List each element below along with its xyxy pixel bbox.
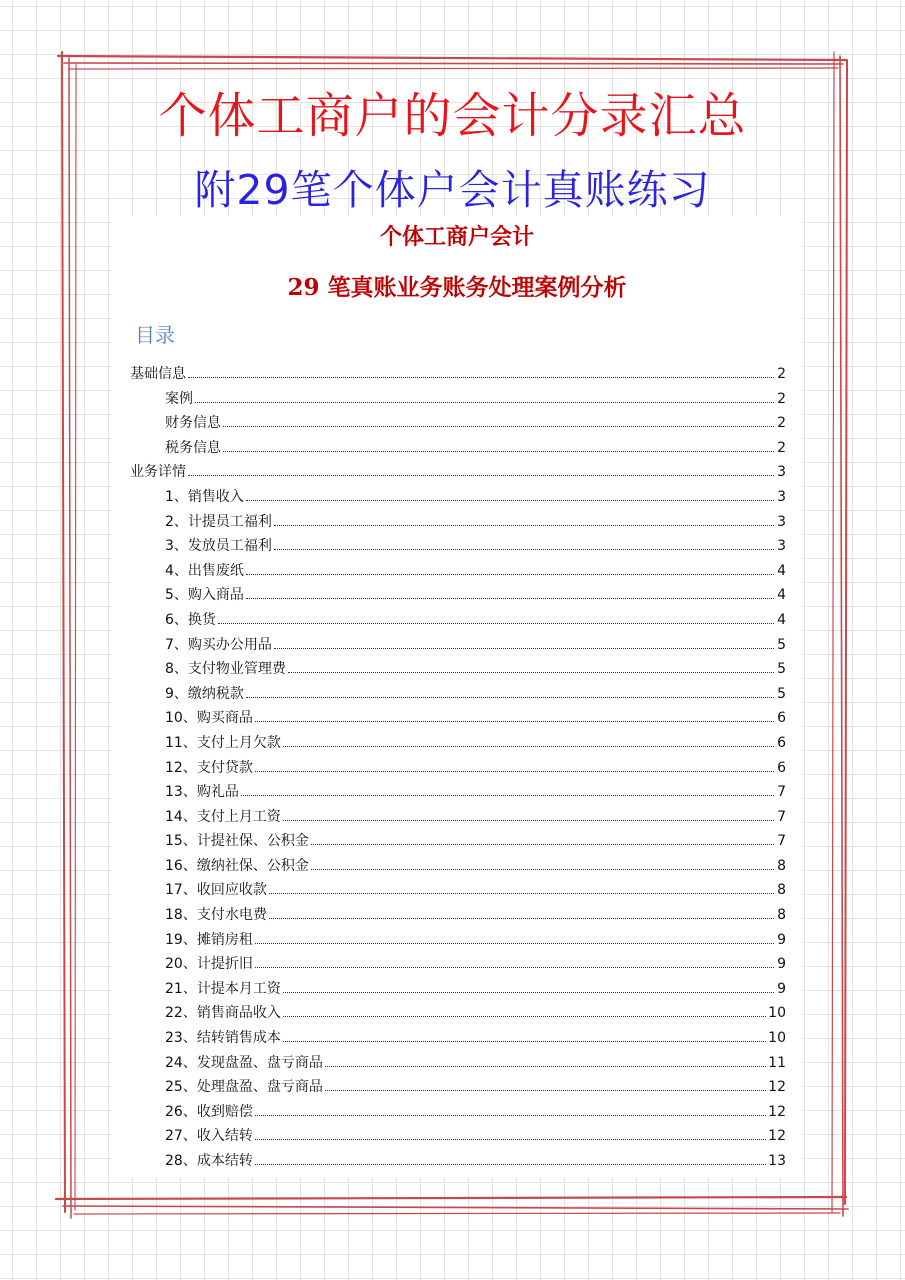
toc-dot-leader bbox=[218, 622, 774, 624]
toc-dot-leader bbox=[311, 843, 774, 845]
toc-page-number: 6 bbox=[777, 710, 786, 727]
toc-entry[interactable] bbox=[130, 462, 786, 487]
toc-page-number: 6 bbox=[777, 759, 786, 776]
toc-entry[interactable] bbox=[130, 438, 786, 463]
toc-page-number: 7 bbox=[777, 833, 786, 850]
toc-entry[interactable] bbox=[130, 389, 786, 414]
toc-dot-leader bbox=[255, 720, 774, 722]
toc-entry-label: 21、计提本月工资 bbox=[165, 980, 281, 997]
toc-page-number: 12 bbox=[768, 1103, 786, 1120]
toc-dot-leader bbox=[274, 548, 774, 550]
toc-page-number: 9 bbox=[777, 980, 786, 997]
toc-entry-label: 10、购买商品 bbox=[165, 710, 253, 727]
toc-entry[interactable] bbox=[130, 807, 786, 832]
toc-dot-leader bbox=[325, 1065, 766, 1067]
toc-dot-leader bbox=[283, 819, 774, 821]
toc-page-number: 4 bbox=[777, 611, 786, 628]
toc-page-number: 4 bbox=[777, 587, 786, 604]
toc-entry[interactable] bbox=[130, 979, 786, 1004]
toc-entry-label: 3、发放员工福利 bbox=[165, 538, 272, 555]
toc-heading: 目录 bbox=[135, 323, 175, 347]
toc-page-number: 12 bbox=[768, 1128, 786, 1145]
toc-page-number: 8 bbox=[777, 857, 786, 874]
toc-dot-leader bbox=[288, 671, 774, 673]
toc-entry-label: 24、发现盘盈、盘亏商品 bbox=[165, 1054, 323, 1071]
toc-entry-label: 5、购入商品 bbox=[165, 587, 244, 604]
toc-entry[interactable] bbox=[130, 1053, 786, 1078]
toc-entry-label: 23、结转销售成本 bbox=[165, 1030, 281, 1047]
toc-entry-label: 11、支付上月欠款 bbox=[165, 734, 281, 751]
toc-entry[interactable] bbox=[130, 413, 786, 438]
toc-page-number: 5 bbox=[777, 636, 786, 653]
toc-entry[interactable] bbox=[130, 708, 786, 733]
toc-entry[interactable] bbox=[130, 1003, 786, 1028]
toc-entry[interactable] bbox=[130, 610, 786, 635]
toc-dot-leader bbox=[283, 1015, 766, 1017]
toc-entry-label: 9、缴纳税款 bbox=[165, 685, 244, 702]
toc-entry[interactable] bbox=[130, 1077, 786, 1102]
toc-page-number: 2 bbox=[777, 415, 786, 432]
toc-page-number: 9 bbox=[777, 956, 786, 973]
toc-entry[interactable] bbox=[130, 1102, 786, 1127]
toc-dot-leader bbox=[255, 1138, 766, 1140]
toc-page-number: 7 bbox=[777, 808, 786, 825]
toc-entry[interactable] bbox=[130, 856, 786, 881]
toc-dot-leader bbox=[195, 401, 774, 403]
toc-page-number: 5 bbox=[777, 685, 786, 702]
toc-entry[interactable] bbox=[130, 635, 786, 660]
toc-entry[interactable] bbox=[130, 1028, 786, 1053]
toc-dot-leader bbox=[255, 770, 774, 772]
toc-entry[interactable] bbox=[130, 487, 786, 512]
toc-page-number: 5 bbox=[777, 661, 786, 678]
toc-dot-leader bbox=[255, 966, 774, 968]
toc-dot-leader bbox=[325, 1089, 766, 1091]
toc-page-number: 2 bbox=[777, 439, 786, 456]
document-subtitle: 29 笔真账业务账务处理案例分析 bbox=[287, 274, 627, 301]
toc-entry[interactable] bbox=[130, 905, 786, 930]
toc-page-number: 8 bbox=[777, 882, 786, 899]
document-title: 个体工商户会计 bbox=[379, 224, 534, 250]
toc-page-number: 3 bbox=[777, 488, 786, 505]
toc-dot-leader bbox=[188, 474, 774, 476]
toc-entry-label: 26、收到赔偿 bbox=[165, 1103, 253, 1120]
toc-entry-label: 15、计提社保、公积金 bbox=[165, 833, 309, 850]
toc-page-number: 6 bbox=[777, 734, 786, 751]
toc-entry[interactable] bbox=[130, 880, 786, 905]
toc-dot-leader bbox=[241, 794, 774, 796]
toc-dot-leader bbox=[274, 647, 774, 649]
toc-page-number: 2 bbox=[777, 390, 786, 407]
toc-page-number: 10 bbox=[768, 1005, 786, 1022]
toc-page-number: 12 bbox=[768, 1079, 786, 1096]
toc-dot-leader bbox=[223, 425, 774, 427]
toc-dot-leader bbox=[246, 573, 774, 575]
toc-page-number: 9 bbox=[777, 931, 786, 948]
toc-entry[interactable] bbox=[130, 561, 786, 586]
toc-dot-leader bbox=[255, 1114, 766, 1116]
toc-page-number: 4 bbox=[777, 562, 786, 579]
toc-entry[interactable] bbox=[130, 758, 786, 783]
toc-entry-label: 14、支付上月工资 bbox=[165, 808, 281, 825]
toc-entry[interactable] bbox=[130, 364, 786, 389]
toc-entry[interactable] bbox=[130, 512, 786, 537]
toc-entry-label: 17、收回应收款 bbox=[165, 882, 267, 899]
toc-entry[interactable] bbox=[130, 954, 786, 979]
toc-entry[interactable] bbox=[130, 733, 786, 758]
toc-entry-label: 12、支付贷款 bbox=[165, 759, 253, 776]
toc-entry-label: 13、购礼品 bbox=[165, 784, 239, 801]
toc-entry[interactable] bbox=[130, 585, 786, 610]
toc-page-number: 3 bbox=[777, 464, 786, 481]
toc-entry-label: 7、购买办公用品 bbox=[165, 636, 272, 653]
toc-entry[interactable] bbox=[130, 536, 786, 561]
cover-subtitle: 附29笔个体户会计真账练习 bbox=[194, 166, 711, 214]
toc-entry-label: 20、计提折旧 bbox=[165, 956, 253, 973]
toc-entry-label: 财务信息 bbox=[165, 415, 221, 432]
toc-dot-leader bbox=[246, 696, 774, 698]
toc-page-number: 8 bbox=[777, 907, 786, 924]
toc-entry-label: 6、换货 bbox=[165, 611, 216, 628]
toc-entry[interactable] bbox=[130, 659, 786, 684]
toc-dot-leader bbox=[255, 942, 774, 944]
toc-entry-label: 1、销售收入 bbox=[165, 488, 244, 505]
toc-entry[interactable] bbox=[130, 1126, 786, 1151]
toc-dot-leader bbox=[283, 1040, 766, 1042]
toc-entry-label: 16、缴纳社保、公积金 bbox=[165, 857, 309, 874]
toc-dot-leader bbox=[269, 892, 774, 894]
toc-entry-label: 案例 bbox=[165, 390, 193, 407]
toc-entry[interactable] bbox=[130, 782, 786, 807]
toc-page-number: 10 bbox=[768, 1030, 786, 1047]
toc-entry-label: 8、支付物业管理费 bbox=[165, 661, 286, 678]
toc-page-number: 7 bbox=[777, 784, 786, 801]
toc-page-number: 2 bbox=[777, 366, 786, 382]
cover-title: 个体工商户的会计分录汇总 bbox=[158, 88, 747, 144]
toc-dot-leader bbox=[311, 868, 774, 870]
toc-entry-label: 19、摊销房租 bbox=[165, 931, 253, 948]
toc-dot-leader bbox=[269, 917, 774, 919]
toc-entry-label: 基础信息 bbox=[130, 366, 186, 382]
toc-dot-leader bbox=[283, 745, 774, 747]
toc-entry[interactable] bbox=[130, 831, 786, 856]
toc-entry-label: 18、支付水电费 bbox=[165, 907, 267, 924]
toc-entry-label: 28、成本结转 bbox=[165, 1153, 253, 1169]
toc-dot-leader bbox=[246, 499, 774, 501]
table-of-contents bbox=[130, 364, 786, 1176]
toc-dot-leader bbox=[188, 376, 774, 378]
toc-dot-leader bbox=[246, 597, 774, 599]
toc-entry[interactable] bbox=[130, 1151, 786, 1176]
toc-entry-label: 4、出售废纸 bbox=[165, 562, 244, 579]
toc-page-number: 13 bbox=[768, 1153, 786, 1169]
toc-entry-label: 27、收入结转 bbox=[165, 1128, 253, 1145]
toc-page-number: 11 bbox=[768, 1054, 786, 1071]
toc-entry-label: 业务详情 bbox=[130, 464, 186, 481]
document-page bbox=[112, 216, 802, 1178]
toc-entry-label: 22、销售商品收入 bbox=[165, 1005, 281, 1022]
toc-dot-leader bbox=[283, 991, 774, 993]
toc-page-number: 3 bbox=[777, 513, 786, 530]
toc-entry-label: 2、计提员工福利 bbox=[165, 513, 272, 530]
toc-entry[interactable] bbox=[130, 930, 786, 955]
toc-page-number: 3 bbox=[777, 538, 786, 555]
toc-entry-label: 税务信息 bbox=[165, 439, 221, 456]
toc-entry-label: 25、处理盘盈、盘亏商品 bbox=[165, 1079, 323, 1096]
toc-entry[interactable] bbox=[130, 684, 786, 709]
toc-dot-leader bbox=[255, 1163, 766, 1165]
toc-dot-leader bbox=[274, 524, 774, 526]
toc-dot-leader bbox=[223, 450, 774, 452]
